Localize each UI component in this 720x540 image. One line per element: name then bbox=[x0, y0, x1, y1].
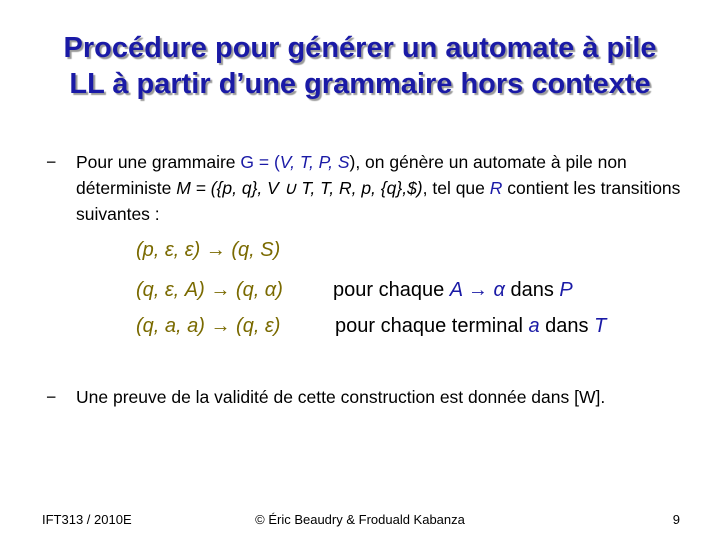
text-segment: Pour une grammaire bbox=[76, 152, 241, 172]
transition-rule: (q, a, a) → (q, ε) bbox=[136, 315, 281, 337]
footer-copyright: © Éric Beaudry & Froduald Kabanza bbox=[255, 512, 465, 527]
production-symbol: A → α bbox=[449, 279, 505, 301]
transition-row-2 bbox=[136, 277, 573, 303]
production-set-symbol: P bbox=[559, 279, 573, 301]
title-line-2: LL à partir d’une grammaire hors contexte bbox=[69, 68, 651, 100]
transition-set-symbol: R bbox=[489, 178, 503, 198]
bullet-text: Une preuve de la validité de cette construction est donnée dans [W]. bbox=[76, 387, 606, 407]
transition-row-3 bbox=[136, 313, 607, 339]
text-segment: dans bbox=[504, 279, 560, 301]
automaton-definition: M = ({p, q}, V ∪ T, T, R, p, {q},$) bbox=[176, 178, 423, 198]
terminal-symbol: a bbox=[528, 315, 540, 337]
footer-page-number: 9 bbox=[672, 512, 680, 527]
text-segment: ), on génère un automate à pile non déterministe bbox=[76, 152, 627, 198]
bullet-text bbox=[76, 149, 686, 227]
transition-rule: (p, ε, ε) → (q, S) bbox=[136, 239, 281, 261]
transition-description bbox=[333, 277, 573, 303]
bullet-dash: − bbox=[46, 152, 57, 172]
footer-course-code: IFT313 / 2010E bbox=[42, 512, 132, 527]
text-segment: contient les transitions suivantes : bbox=[76, 178, 681, 224]
bullet-dash: − bbox=[46, 387, 57, 407]
bullet-grammar-procedure bbox=[46, 149, 686, 227]
transition-rule: (q, ε, A) → (q, α) bbox=[136, 279, 283, 301]
terminal-set-symbol: T bbox=[594, 315, 607, 337]
bullet-proof-reference bbox=[46, 384, 706, 410]
grammar-symbol: G = ( bbox=[240, 152, 280, 172]
title-line-1: Procédure pour générer un automate à pile bbox=[63, 32, 657, 64]
transition-row-1 bbox=[136, 237, 280, 263]
text-segment: pour chaque bbox=[333, 279, 450, 301]
text-segment: pour chaque terminal bbox=[335, 315, 529, 337]
text-segment: dans bbox=[539, 315, 595, 337]
transition-description bbox=[335, 313, 606, 339]
slide-title bbox=[0, 30, 720, 102]
grammar-tuple: V, T, P, S bbox=[279, 152, 350, 172]
text-segment: , tel que bbox=[422, 178, 490, 198]
